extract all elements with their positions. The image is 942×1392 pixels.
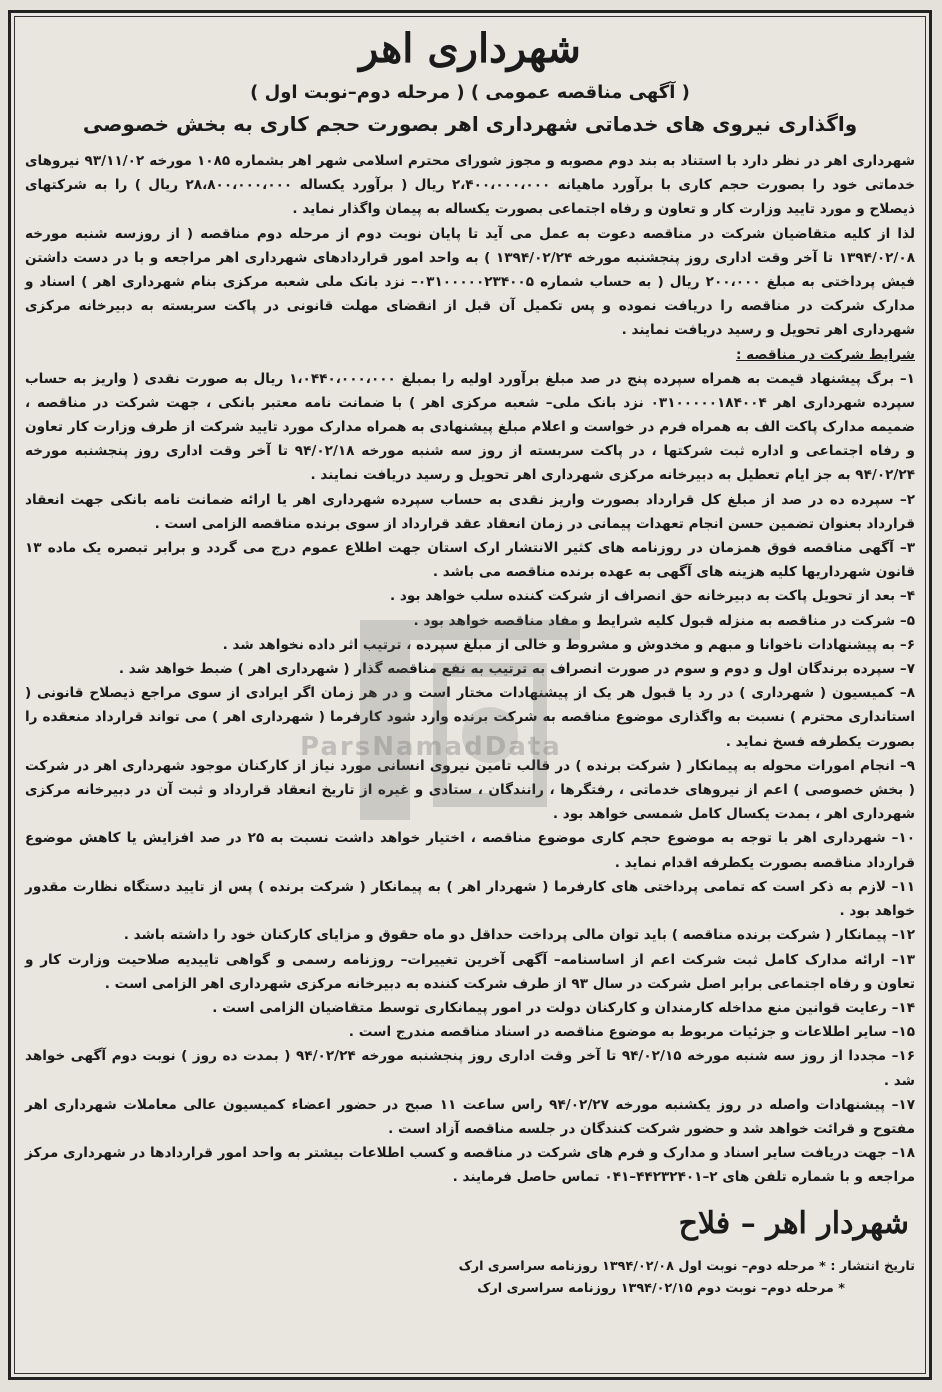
- condition-item: ۱۳– ارائه مدارک کامل ثبت شرکت اعم از اساسنامه– آگهی آخرین تغییرات– روزنامه رسمی و گواهی تاییدیه صلاحیت وزارت کار و تعاون و رفاه اجتماعی برابر اصل شرکت در سال ۹۳ از طرف شرکت کننده به دبیرخانه مرکزی شهرداری اهر الزامی است .: [25, 951, 915, 992]
- condition-item: ۱– برگ پیشنهاد قیمت به همراه سپرده پنج در صد مبلغ برآورد اولیه را بمبلغ ۱،۰۴۴۰،۰۰۰،۰۰۰ ریال به صورت نقدی ( واریز به حساب سپرده شهرداری اهر ۰۳۱۰۰۰۰۰۱۸۴۰۰۴ نزد بانک ملی– شعبه مرکزی اهر ) با ضمانت نامه معتبر بانکی ، جهت شرکت در مناقصه ، ضمیمه مدارک پاکت الف به همراه فرم در خواست و اعلام مبلغ پیشنهادی به همراه مدارک مورد تایید شرکت از طرف وزارت کار تعاون و رفاه اجتماعی و اداره ثبت شرکتها ، در پاکت سربسته از روز سه شنبه مورخه ۹۴/۰۲/۱۸ تا آخر وقت اداری روز پنجشنبه مورخه ۹۴/۰۲/۲۴ به جز ایام تعطیل به دبیرخانه مرکزی شهرداری اهر تحویل و رسید دریافت نمایند .: [25, 370, 915, 484]
- publication-first: [25, 1256, 915, 1278]
- notice-subtitle: ( آگهی مناقصه عمومی ) ( مرحله دوم–نوبت اول ): [250, 82, 690, 103]
- condition-item: ۷– سپرده برندگان اول و دوم و سوم در صورت انصراف به ترتیب به نفع مناقصه گذار ( شهرداری اهر ) ضبط خواهد شد .: [118, 661, 915, 678]
- notice-headline: واگذاری نیروی های خدماتی شهرداری اهر بصورت حجم کاری به بخش خصوصی: [82, 112, 858, 136]
- condition-item: ۱۰– شهرداری اهر با توجه به موضوع حجم کاری موضوع مناقصه ، اختیار خواهد داشت نسبت به ۲۵ در صد افزایش یا کاهش موضوع قرارداد مناقصه بصورت یکطرفه اقدام نماید .: [25, 830, 915, 871]
- condition-item: ۱۵– سایر اطلاعات و جزئیات مربوط به موضوع مناقصه در اسناد مناقصه مندرج است .: [348, 1024, 915, 1041]
- condition-item: ۶– به پیشنهادات ناخوانا و مبهم و مخدوش و مشروط و خالی از مبلغ سپرده ، ترتیب اثر داده نخواهد شد .: [222, 636, 915, 653]
- publication-label: تاریخ انتشار :: [830, 1258, 915, 1274]
- condition-item: ۲– سپرده ده در صد از مبلغ کل قرارداد بصورت واریز نقدی به حساب سپرده شهرداری اهر یا ارائه ضمانت نامه بانکی جهت انعقاد قرارداد بعنوان تضمین حسن انجام تعهدات پیمانی در زمان انعقاد عقد قرارداد از سوی برنده مناقصه الزامی است .: [25, 491, 915, 532]
- condition-item: ۵– شرکت در مناقصه به منزله قبول کلیه شرایط و مفاد مناقصه خواهد بود .: [413, 612, 915, 629]
- publication-dates: [25, 1256, 915, 1300]
- conditions-title: شرایط شرکت در مناقصه :: [735, 346, 915, 363]
- condition-item: ۱۷– پیشنهادات واصله در روز یکشنبه مورخه ۹۴/۰۲/۲۷ راس ساعت ۱۱ صبح در حضور اعضاء کمیسیون عالی معاملات شهرداری اهر مفتوح و قرائت خواهد شد و حضور شرکت کنندگان در جلسه مناقصه آزاد است .: [25, 1096, 915, 1137]
- tender-notice-page: [8, 10, 932, 1380]
- condition-item: ۱۱– لازم به ذکر است که تمامی پرداختی های کارفرما ( شهردار اهر ) به پیمانکار ( شرکت برنده ) پس از تایید دستگاه نظارت مقدور خواهد بود .: [25, 878, 915, 920]
- conditions-list: [25, 367, 915, 1190]
- condition-item: ۳– آگهی مناقصه فوق همزمان در روزنامه های کثیر الانتشار ارک استان جهت اطلاع عموم درج می گردد و برابر تبصره یک ماده ۱۳ قانون شهرداریها کلیه هزینه های آگهی به عهده برنده مناقصه می باشد .: [25, 540, 915, 581]
- page-title: شهرداری اهر: [359, 25, 581, 72]
- condition-item: ۱۸– جهت دریافت سایر اسناد و مدارک و فرم های شرکت در مناقصه و کسب اطلاعات بیشتر به واحد امور قراردادها در شهرداری مرکز مراجعه و با شماره تلفن های ۲–۴۴۲۳۲۴۰۱–۰۴۱ تماس حاصل فرمایند .: [25, 1145, 915, 1186]
- mayor-signature: شهردار اهر – فلاح: [678, 1205, 909, 1241]
- publication-second: * مرحله دوم– نوبت دوم ۱۳۹۴/۰۲/۱۵ روزنامه سراسری ارک: [477, 1280, 845, 1296]
- watermark-text: ParsNamadData: [300, 732, 562, 762]
- condition-item: ۸– کمیسیون ( شهرداری ) در رد یا قبول هر یک از پیشنهادات مختار است و در هر زمان اگر ایرادی از سوی مراجع ذیصلاح قانونی ( استانداری محترم ) نسبت به واگذاری موضوع مناقصه به شرکت برنده وارد شود کارفرما ( شهرداری اهر ) می تواند قرارداد منعقده را بصورت یکطرفه فسخ نماید .: [25, 685, 915, 750]
- publication-first-text: * مرحله دوم– نوبت اول ۱۳۹۴/۰۲/۰۸ روزنامه سراسری ارک: [458, 1258, 826, 1274]
- condition-item: ۹– انجام امورات محوله به پیمانکار ( شرکت برنده ) در قالب تامین نیروی انسانی مورد نیاز از کارکنان موجود شهرداری اهر در شرکت ( بخش خصوصی ) اعم از نیروهای خدماتی ، رفتگرها ، رانندگان ، ستادی و غیره از تاریخ انعقاد قرارداد و ثبت آن در دبیرخانه مرکزی شهرداری اهر ، بمدت یکسال کامل شمسی خواهد بود .: [25, 757, 915, 823]
- condition-item: ۴– بعد از تحویل پاکت به دبیرخانه حق انصراف از شرکت کننده سلب خواهد بود .: [390, 588, 915, 605]
- intro-paragraph: لذا از کلیه متقاضیان شرکت در مناقصه دعوت به عمل می آید تا پایان نوبت دوم از مرحله دوم مناقصه ( از روزسه شنبه مورخه ۱۳۹۴/۰۲/۰۸ تا آخر وقت اداری روز پنجشنبه مورخه ۱۳۹۴/۰۲/۲۴ ) به واحد امور قراردادهای شهرداری اهر مراجعه و با در دست داشتن فیش پرداختی به مبلغ ۲۰۰،۰۰۰ ریال ( به حساب شماره ۰۳۱۰۰۰۰۰۲۳۴۰۰۵– نزد بانک ملی شعبه مرکزی بنام شهرداری اهر ) اسناد و مدارک شرکت در مناقصه را دریافت نموده و پس تکمیل آن قبل از انقضای مهلت قانونی در پاکت سربسته به دبیرخانه مرکزی شهرداری اهر تحویل و رسید دریافت نمایند .: [25, 225, 916, 339]
- intro-paragraph: شهرداری اهر در نظر دارد با استناد به بند دوم مصوبه و مجوز شورای محترم اسلامی شهر اهر بشماره ۱۰۸۵ مورخه ۹۳/۱۱/۰۲ نیروهای خدماتی خود را بصورت حجم کاری با برآورد ماهیانه ۲،۴۰۰،۰۰۰،۰۰۰ ریال ( برآورد یکساله ۲۸،۸۰۰،۰۰۰،۰۰۰ ریال ) را به شرکتهای ذیصلاح و مورد تایید وزارت کار و تعاون و رفاه اجتماعی بصورت یکساله به پیمان واگذار نماید .: [25, 153, 915, 218]
- condition-item: ۱۴– رعایت قوانین منع مداخله کارمندان و کارکنان دولت در امور پیمانکاری توسط متقاضیان الزامی است .: [212, 999, 915, 1016]
- condition-item: ۱۶– مجددا از روز سه شنبه مورخه ۹۴/۰۲/۱۵ تا آخر وقت اداری روز پنجشنبه مورخه ۹۴/۰۲/۲۴ ( بمدت ده روز ) نوبت دوم آگهی خواهد شد .: [25, 1048, 915, 1089]
- condition-item: ۱۲– پیمانکار ( شرکت برنده مناقصه ) باید توان مالی پرداخت حداقل دو ماه حقوق و مزایای کارکنان خود را داشته باشد .: [123, 927, 915, 944]
